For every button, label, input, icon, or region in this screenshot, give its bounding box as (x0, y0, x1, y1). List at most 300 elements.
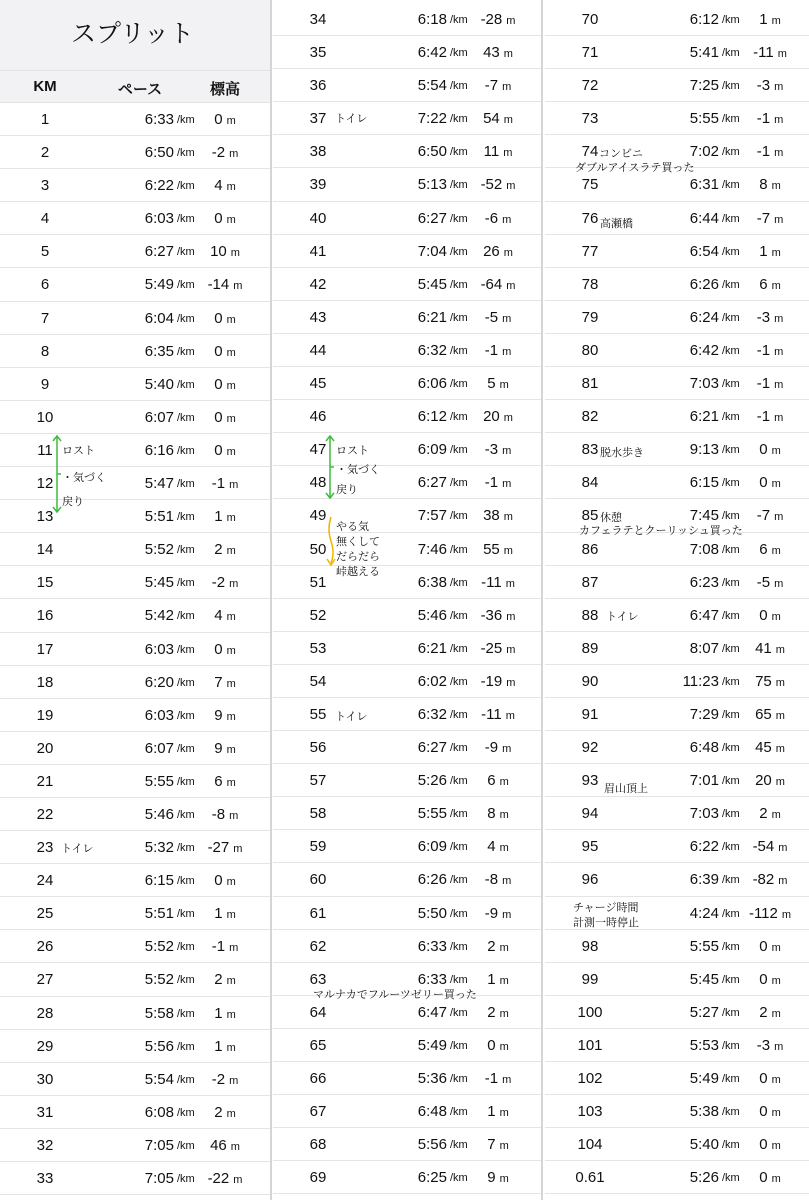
elevation-unit: m (774, 345, 784, 358)
split-row (0, 599, 270, 632)
elevation-unit: m (233, 280, 243, 293)
elevation-unit: m (502, 908, 512, 921)
elevation-unit: m (771, 478, 781, 491)
elevation-value: -3 (756, 77, 771, 95)
elevation-unit: m (229, 942, 239, 955)
pace-unit: /km (722, 940, 740, 953)
elevation-value: 0 (759, 441, 768, 459)
split-row (273, 3, 541, 36)
split-row (545, 665, 809, 698)
split-elevation (735, 772, 805, 789)
split-km: 7 (40, 309, 50, 327)
elevation-value: 0 (759, 606, 768, 624)
elevation-unit: m (503, 511, 513, 524)
split-km: 103 (577, 1103, 603, 1121)
split-elevation (190, 674, 260, 691)
pace-unit: /km (177, 842, 195, 855)
split-pace: 6:54 (689, 242, 719, 260)
split-elevation (190, 1137, 260, 1154)
elevation-value: -2 (211, 574, 226, 592)
elevation-value: -2 (211, 144, 226, 162)
elevation-unit: m (502, 445, 512, 458)
split-elevation (463, 474, 533, 491)
note-toilet-23: トイレ (61, 843, 94, 855)
split-elevation (735, 739, 805, 756)
split-row (273, 1095, 541, 1128)
split-elevation (190, 938, 260, 955)
note-cafe-latte: カフェラテとクーリッシュ買った (579, 525, 743, 537)
pace-unit: /km (177, 279, 195, 292)
note-takase-bridge: 高瀬橋 (600, 218, 633, 230)
split-km: 98 (581, 937, 599, 955)
split-row (273, 301, 541, 334)
split-row (273, 566, 541, 599)
elevation-unit: m (774, 81, 784, 94)
split-elevation (735, 640, 805, 657)
elevation-unit: m (505, 577, 515, 590)
split-row (545, 69, 809, 102)
elevation-value: 2 (759, 805, 768, 823)
split-elevation (190, 839, 260, 856)
elevation-unit: m (226, 346, 236, 359)
split-km: 40 (309, 209, 327, 227)
split-elevation (735, 474, 805, 491)
split-row (0, 368, 270, 401)
split-pace: 6:07 (144, 739, 174, 757)
pace-unit: /km (177, 875, 195, 888)
elevation-unit: m (499, 809, 509, 822)
elevation-value: 4 (214, 607, 223, 625)
split-row (0, 302, 270, 335)
split-elevation (463, 706, 533, 723)
split-km: 22 (36, 805, 54, 823)
split-row (273, 632, 541, 665)
split-row (0, 566, 270, 599)
split-elevation (190, 641, 260, 658)
split-pace: 6:21 (417, 639, 447, 657)
split-pace: 6:26 (417, 871, 447, 889)
lazy-arrow-icon (326, 515, 336, 567)
split-row (0, 202, 270, 235)
split-pace: 6:12 (689, 11, 719, 28)
elevation-value: 0 (214, 342, 223, 360)
split-elevation (190, 343, 260, 360)
split-pace: 6:39 (689, 871, 719, 889)
elevation-unit: m (771, 1107, 781, 1120)
split-km: 94 (581, 805, 599, 823)
elevation-unit: m (502, 345, 512, 358)
split-row (545, 996, 809, 1029)
split-pace: 5:55 (417, 805, 447, 823)
pace-unit: /km (177, 1073, 195, 1086)
pace-unit: /km (722, 14, 740, 26)
split-km: 80 (581, 341, 599, 359)
split-row (0, 897, 270, 930)
elevation-value: 0 (759, 1070, 768, 1087)
elevation-value: -11 (481, 573, 502, 591)
split-elevation (463, 77, 533, 94)
split-km: 100 (577, 1003, 603, 1021)
pace-unit: /km (177, 974, 195, 987)
split-km: 1 (40, 111, 50, 128)
page-title: スプリット (70, 20, 194, 48)
elevation-value: 45 (755, 739, 772, 757)
pace-unit: /km (450, 245, 468, 258)
pace-unit: /km (722, 642, 740, 655)
elevation-unit: m (771, 246, 781, 259)
split-row (273, 698, 541, 731)
elevation-value: -64 (480, 275, 503, 293)
split-km: 57 (309, 772, 327, 790)
pace-unit: /km (450, 708, 468, 721)
split-km: 93 (581, 772, 599, 790)
pace-unit: /km (450, 1172, 468, 1185)
pace-unit: /km (177, 114, 195, 126)
split-km: 72 (581, 77, 599, 95)
split-km: 8 (40, 342, 50, 360)
elevation-unit: m (226, 445, 236, 458)
split-row (273, 1161, 541, 1194)
split-pace: 5:45 (144, 574, 174, 592)
split-km: 36 (309, 77, 327, 95)
pace-unit: /km (722, 179, 740, 192)
split-km: 102 (577, 1070, 603, 1087)
pace-unit: /km (450, 477, 468, 490)
elevation-unit: m (771, 974, 781, 987)
split-row (273, 863, 541, 896)
elevation-unit: m (226, 313, 236, 326)
split-pace: 5:32 (144, 839, 174, 857)
split-km: 43 (309, 308, 327, 326)
elevation-unit: m (229, 1074, 239, 1087)
split-km: 66 (309, 1070, 327, 1087)
elevation-unit: m (774, 1040, 784, 1053)
note-lazy-d: 峠越える (336, 566, 380, 578)
split-km: 16 (36, 607, 54, 625)
split-km: 89 (581, 639, 599, 657)
note-conveni: コンビニ (599, 148, 643, 160)
split-km: 68 (309, 1136, 327, 1154)
elevation-value: -7 (756, 209, 771, 227)
header-km: KM (33, 78, 57, 95)
split-pace: 6:32 (417, 341, 447, 359)
split-pace: 7:05 (144, 1170, 174, 1187)
split-pace: 5:49 (144, 276, 174, 294)
column-1 (0, 0, 270, 1200)
elevation-value: -1 (756, 341, 771, 359)
split-km: 28 (36, 1004, 54, 1022)
split-elevation (463, 1070, 533, 1087)
split-row (545, 1062, 809, 1095)
split-km: 96 (581, 871, 599, 889)
split-pace: 7:46 (417, 540, 447, 558)
split-row (545, 367, 809, 400)
split-elevation (735, 276, 805, 293)
elevation-value: 26 (483, 242, 500, 260)
split-elevation (190, 508, 260, 525)
split-elevation (190, 905, 260, 922)
elevation-unit: m (774, 379, 784, 392)
split-elevation (735, 1136, 805, 1153)
pace-unit: /km (722, 1006, 740, 1019)
elevation-value: 20 (483, 408, 500, 426)
pace-unit: /km (450, 973, 468, 986)
split-pace: 7:22 (417, 110, 447, 128)
elevation-value: 8 (759, 176, 768, 194)
elevation-value: -7 (484, 77, 499, 95)
split-pace: 7:57 (417, 507, 447, 525)
split-km: 61 (309, 904, 327, 922)
split-row (0, 1096, 270, 1129)
split-elevation (463, 673, 533, 690)
pace-unit: /km (450, 1073, 468, 1085)
split-row (273, 334, 541, 367)
pace-unit: /km (450, 212, 468, 225)
elevation-unit: m (771, 1140, 781, 1153)
pace-unit: /km (450, 1106, 468, 1119)
split-elevation (463, 1169, 533, 1186)
elevation-unit: m (774, 412, 784, 425)
elevation-unit: m (774, 114, 784, 127)
split-km: 25 (36, 905, 54, 923)
split-km: 62 (309, 937, 327, 955)
split-km: 74 (581, 143, 599, 161)
elevation-value: 38 (483, 507, 500, 525)
split-pace: 6:12 (417, 408, 447, 426)
split-pace: 6:02 (417, 672, 447, 690)
split-row (273, 499, 541, 532)
elevation-value: -8 (211, 805, 226, 823)
pace-unit: /km (177, 411, 195, 424)
elevation-value: 0 (214, 111, 223, 128)
note-lazy-a: やる気 (336, 521, 369, 533)
pace-unit: /km (450, 113, 468, 126)
elevation-unit: m (226, 181, 236, 194)
split-pace: 6:25 (417, 1169, 447, 1187)
split-km: 19 (36, 706, 54, 724)
split-km: 17 (36, 640, 54, 658)
elevation-value: 2 (487, 937, 496, 955)
split-km: 48 (309, 474, 327, 492)
split-row (273, 599, 541, 632)
elevation-unit: m (771, 445, 781, 458)
split-elevation (463, 938, 533, 955)
elevation-value: -112 (748, 904, 778, 922)
split-elevation (190, 310, 260, 327)
pace-unit: /km (722, 278, 740, 291)
split-km: 65 (309, 1036, 327, 1054)
split-elevation (463, 838, 533, 855)
split-pace: 11:23 (682, 672, 719, 690)
elevation-value: 0 (214, 375, 223, 393)
pace-unit: /km (450, 14, 468, 26)
split-pace: 6:47 (417, 1003, 447, 1021)
pace-unit: /km (722, 1073, 740, 1085)
split-km: 91 (581, 705, 599, 723)
split-elevation (735, 143, 805, 160)
split-km: 64 (309, 1003, 327, 1021)
elevation-unit: m (774, 312, 784, 325)
pace-unit: /km (177, 345, 195, 358)
pace-unit: /km (177, 808, 195, 821)
elevation-value: -1 (756, 408, 771, 426)
elevation-value: 8 (487, 805, 496, 823)
elevation-unit: m (775, 676, 785, 689)
pace-unit: /km (722, 245, 740, 258)
elevation-unit: m (499, 1173, 509, 1186)
split-pace: 6:21 (417, 308, 447, 326)
note-marunaka: マルナカでフルーツゼリー買った (313, 989, 477, 1001)
split-row (0, 467, 270, 500)
pace-unit: /km (450, 444, 468, 457)
split-pace: 6:04 (144, 309, 174, 327)
pace-unit: /km (177, 941, 195, 954)
pace-unit: /km (450, 775, 468, 788)
split-row (0, 930, 270, 963)
split-km: 44 (309, 341, 327, 359)
elevation-value: 9 (214, 706, 223, 724)
elevation-unit: m (226, 644, 236, 657)
split-km: 12 (36, 475, 54, 493)
split-km: 21 (36, 772, 54, 790)
split-km: 6 (40, 276, 50, 294)
elevation-unit: m (771, 15, 781, 27)
elevation-unit: m (502, 875, 512, 888)
split-elevation (190, 707, 260, 724)
elevation-value: 6 (487, 772, 496, 790)
elevation-unit: m (503, 114, 513, 127)
pace-unit: /km (450, 378, 468, 391)
split-km: 32 (36, 1136, 54, 1154)
split-pace: 5:38 (689, 1103, 719, 1121)
elevation-unit: m (229, 148, 239, 161)
pace-unit: /km (450, 1006, 468, 1019)
split-pace: 6:08 (144, 1103, 174, 1121)
split-row (545, 599, 809, 632)
split-row (0, 666, 270, 699)
split-row (273, 102, 541, 135)
pace-unit: /km (722, 1172, 740, 1185)
column-3 (545, 0, 809, 1200)
split-elevation (190, 177, 260, 194)
pace-unit: /km (722, 874, 740, 887)
elevation-value: -19 (480, 672, 503, 690)
split-elevation (463, 408, 533, 425)
split-pace: 5:27 (689, 1003, 719, 1021)
split-row (273, 930, 541, 963)
split-elevation (463, 772, 533, 789)
split-pace: 5:41 (689, 44, 719, 62)
elevation-value: -1 (756, 375, 771, 393)
elevation-unit: m (226, 412, 236, 425)
split-pace: 5:49 (417, 1036, 447, 1054)
elevation-unit: m (499, 974, 509, 987)
pace-unit: /km (450, 1039, 468, 1052)
pace-unit: /km (177, 1173, 195, 1185)
split-row (545, 930, 809, 963)
split-pace: 5:52 (144, 971, 174, 989)
elevation-value: 0 (487, 1036, 496, 1054)
elevation-unit: m (771, 544, 781, 557)
note-notice-11: ・気づく (62, 472, 106, 484)
split-elevation (190, 210, 260, 227)
split-row (545, 268, 809, 301)
pace-unit: /km (722, 477, 740, 490)
split-km: 27 (36, 971, 54, 989)
elevation-value: 0 (759, 474, 768, 492)
split-elevation (190, 111, 260, 128)
split-elevation (463, 574, 533, 591)
split-list-2 (273, 3, 541, 1194)
split-elevation (735, 309, 805, 326)
elevation-value: 43 (483, 44, 500, 62)
title-bar (0, 0, 270, 70)
split-elevation (735, 1037, 805, 1054)
pace-unit: /km (177, 775, 195, 788)
note-lazy-c: だらだら (336, 551, 380, 563)
split-row (273, 1128, 541, 1161)
elevation-value: -5 (756, 573, 771, 591)
split-pace: 6:50 (417, 143, 447, 161)
split-km: 29 (36, 1037, 54, 1055)
elevation-unit: m (777, 48, 787, 61)
pace-unit: /km (177, 908, 195, 921)
pace-unit: /km (450, 344, 468, 357)
split-elevation (190, 376, 260, 393)
elevation-value: 0 (214, 640, 223, 658)
split-elevation (735, 44, 805, 61)
split-pace: 6:32 (417, 705, 447, 723)
elevation-value: -22 (207, 1170, 230, 1187)
elevation-value: 0 (214, 210, 223, 228)
elevation-value: 4 (487, 838, 496, 856)
elevation-unit: m (499, 842, 509, 855)
split-elevation (463, 243, 533, 260)
split-km: 18 (36, 673, 54, 691)
elevation-value: 10 (210, 243, 227, 261)
split-row (545, 797, 809, 830)
split-pace: 5:54 (144, 1070, 174, 1088)
elevation-value: 0 (214, 872, 223, 890)
split-km: 53 (309, 639, 327, 657)
split-km: 51 (309, 573, 327, 591)
pace-unit: /km (722, 841, 740, 854)
split-row (0, 103, 270, 136)
elevation-unit: m (229, 479, 239, 492)
elevation-value: 0 (759, 1136, 768, 1154)
split-row (0, 235, 270, 268)
split-km: 38 (309, 143, 327, 161)
split-km: 86 (581, 540, 599, 558)
elevation-unit: m (502, 213, 512, 226)
split-row (273, 235, 541, 268)
note-double-latte: ダブルアイスラテ買った (575, 162, 695, 174)
elevation-value: -9 (484, 904, 499, 922)
pace-unit: /km (722, 311, 740, 324)
split-km: 26 (36, 938, 54, 956)
split-km: 4 (40, 210, 50, 228)
elevation-unit: m (499, 1107, 509, 1120)
note-notice-47: ・気づく (336, 464, 380, 476)
elevation-unit: m (505, 709, 515, 722)
elevation-unit: m (502, 312, 512, 325)
split-km: 56 (309, 739, 327, 757)
split-pace: 6:38 (417, 573, 447, 591)
split-elevation (190, 1005, 260, 1022)
split-row (273, 168, 541, 201)
elevation-unit: m (499, 1040, 509, 1053)
split-elevation (463, 210, 533, 227)
